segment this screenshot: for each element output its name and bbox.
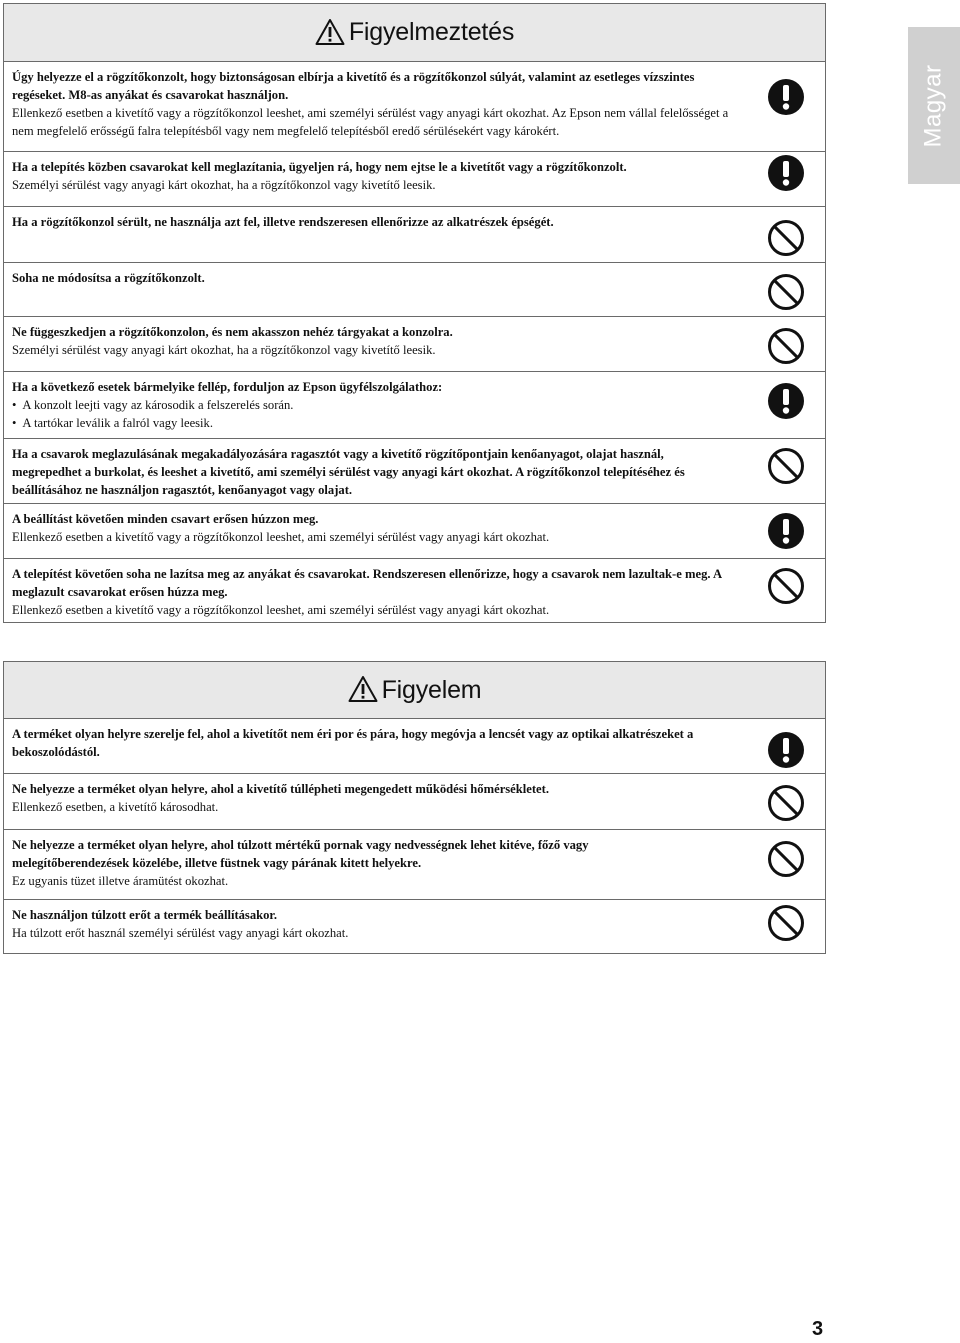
warning-row-heading: Ha a telepítés közben csavarokat kell meglazítania, ügyeljen rá, hogy nem ejtse le a kivetítőt vagy a rögzítőkonzolt.: [12, 160, 627, 174]
warning-row-text: Ellenkező esetben a kivetítő vagy a rögzítőkonzol leeshet, ami személyi sérülést vagy anyagi kárt okozhat. Az Epson nem vállal felelősséget a nem megfelelő erősségű falra telepítésből vagy nem megfelelő telepítésből eredő sérülésekért vagy károkért.: [12, 106, 729, 138]
caution-row-heading: Ne helyezze a terméket olyan helyre, ahol a kivetítő túllépheti megengedett működési hőmérsékletet.: [12, 782, 549, 796]
page-number: 3: [812, 1318, 824, 1340]
mandatory-icon: [767, 78, 805, 116]
warning-panel: [3, 3, 826, 623]
warning-row: [4, 504, 825, 559]
warning-row: [4, 439, 825, 504]
prohibited-icon: [767, 327, 805, 365]
language-tab: [908, 27, 960, 184]
prohibited-icon: [767, 273, 805, 311]
warning-header: [4, 4, 825, 62]
warning-row: [4, 263, 825, 317]
warning-row: [4, 152, 825, 207]
language-tab-label: Magyar: [920, 63, 947, 148]
warning-row-heading: Soha ne módosítsa a rögzítőkonzolt.: [12, 271, 205, 285]
caution-row: [4, 774, 825, 830]
prohibited-icon: [767, 567, 805, 605]
warning-triangle-icon: [315, 18, 345, 46]
warning-row: [4, 62, 825, 152]
warning-row: [4, 559, 825, 623]
warning-triangle-icon: [348, 675, 378, 703]
warning-row-text: Ellenkező esetben a kivetítő vagy a rögzítőkonzol leeshet, ami személyi sérülést vagy anyagi kárt okozhat.: [12, 530, 550, 544]
warning-row-text: Ellenkező esetben a kivetítő vagy a rögzítőkonzol leeshet, ami személyi sérülést vagy anyagi kárt okozhat.: [12, 603, 550, 617]
caution-row-text: Ez ugyanis tüzet illetve áramütést okozhat.: [12, 874, 229, 888]
warning-row: [4, 207, 825, 263]
bullet-item: • A tartókar leválik a falról vagy leesik.: [12, 414, 735, 432]
warning-row-heading: A beállítást követően minden csavart erősen húzzon meg.: [12, 512, 319, 526]
warning-row-heading: A telepítést követően soha ne lazítsa meg az anyákat és csavarokat. Rendszeresen ellenőrizze, hogy a csavarok nem lazultak-e meg. A meglazult csavarokat erősen húzza meg.: [12, 567, 722, 599]
caution-row: [4, 900, 825, 952]
warning-title: Figyelmeztetés: [348, 18, 515, 46]
caution-row-heading: A terméket olyan helyre szerelje fel, ahol a kivetítőt nem éri por és pára, hogy megóvja a lencsét vagy az optikai alkatrészeket a bekoszolódástól.: [12, 727, 694, 759]
prohibited-icon: [767, 840, 805, 878]
warning-row-heading: Ha a csavarok meglazulásának megakadályozására ragasztót vagy a kivetítő rögzítőpontjain kenőanyagot, olajat használ, megrepedhet a burkolat, és leeshet a kivetítő, ami személyi sérülést vagy anyagi kárt okozhat. A rögzítőkonzol telepítéséhez és beállításához ne használjon ragasztót, kenőanyagot vagy olajat.: [12, 447, 685, 497]
warning-row-heading: Ne függeszkedjen a rögzítőkonzolon, és nem akasszon nehéz tárgyakat a konzolra.: [12, 325, 453, 339]
caution-row-text: Ha túlzott erőt használ személyi sérülést vagy anyagi kárt okozhat.: [12, 926, 349, 940]
caution-panel: [3, 661, 826, 954]
caution-row: [4, 830, 825, 900]
warning-row-heading: Úgy helyezze el a rögzítőkonzolt, hogy biztonságosan elbírja a kivetítő és a rögzítőkonzol súlyát, valamint az esetleges vízszintes regéseket. M8-as anyákat és csavarokat használjon.: [12, 70, 695, 102]
warning-row: [4, 372, 825, 439]
mandatory-icon: [767, 512, 805, 550]
warning-row-text: Személyi sérülést vagy anyagi kárt okozhat, ha a rögzítőkonzol vagy kivetítő leesik.: [12, 343, 436, 357]
bullet-list: [12, 396, 735, 432]
caution-row-heading: Ne használjon túlzott erőt a termék beállításakor.: [12, 908, 278, 922]
caution-row-text: Ellenkező esetben, a kivetítő károsodhat.: [12, 800, 219, 814]
warning-row: [4, 317, 825, 372]
prohibited-icon: [767, 219, 805, 257]
mandatory-icon: [767, 382, 805, 420]
caution-row-heading: Ne helyezze a terméket olyan helyre, ahol túlzott mértékű pornak vagy nedvességnek lehet kitéve, főző vagy melegítőberendezések közelébe, illetve füstnek vagy párának kitett helyekre.: [12, 838, 589, 870]
caution-title: Figyelem: [381, 675, 482, 704]
prohibited-icon: [767, 447, 805, 485]
caution-row: [4, 719, 825, 774]
mandatory-icon: [767, 731, 805, 769]
prohibited-icon: [767, 784, 805, 822]
bullet-item: • A konzolt leejti vagy az károsodik a felszerelés során.: [12, 396, 735, 414]
warning-row-heading: Ha a rögzítőkonzol sérült, ne használja azt fel, illetve rendszeresen ellenőrizze az alkatrészek épségét.: [12, 215, 554, 229]
warning-row-heading: Ha a következő esetek bármelyike fellép, forduljon az Epson ügyfélszolgálathoz:: [12, 380, 443, 394]
mandatory-icon: [767, 154, 805, 192]
caution-header: [4, 662, 825, 719]
warning-row-text: Személyi sérülést vagy anyagi kárt okozhat, ha a rögzítőkonzol vagy kivetítő leesik.: [12, 178, 436, 192]
prohibited-icon: [767, 904, 805, 942]
